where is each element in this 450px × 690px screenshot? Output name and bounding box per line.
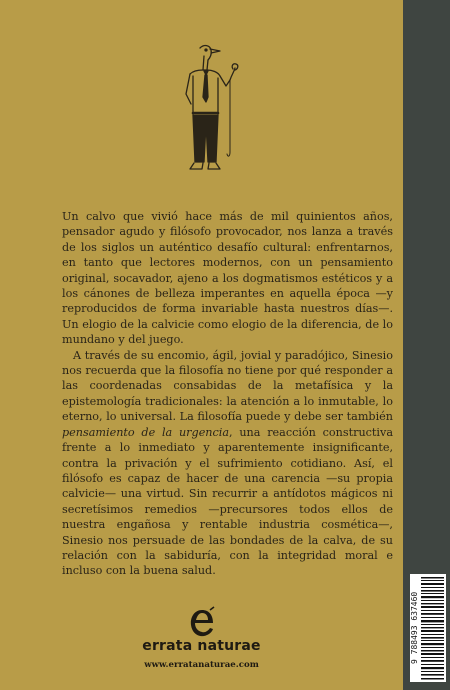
back-cover-blurb xyxy=(62,209,393,579)
bird-headed-man-illustration-icon xyxy=(160,42,250,190)
blurb-paragraph-2-part-2: , una reacción constructiva frente a lo inmediato y aparentemente insignificante, contra la privación y el sufrimiento cotidiano. Así, el filósofo es capaz de hacer de una carencia —su propia calvicie— una virtud. Sin recurrir a antídotos mágicos ni secretísimos remedios —precursores todos ellos de nuestra engañosa y rentable industria cosmética—, Sinesio nos persuade de las bondades de la calva, de su relación con la sabiduría, con la integridad moral e incluso con la buena salud. xyxy=(62,425,393,578)
blurb-paragraph-2-part-1: A través de su encomio, ágil, jovial y paradójico, Sinesio nos recuerda que la filosofía no tiene por qué responder a las coordenadas consabidas de la metafísica y la epistemología tradicionales: la atención a lo inmutable, lo eterno, lo universal. La filosofía puede y debe ser también xyxy=(62,348,393,424)
publisher-logo xyxy=(0,606,403,640)
blurb-paragraph-1: Un calvo que vivió hace más de mil quinientos años, pensador agudo y filósofo provocador, nos lanza a través de los siglos un auténtico desafío cultural: enfrentarnos, en tanto que lectores modernos, con un pensamiento original, socavador, ajeno a los dogmatismos estéticos y a los cánones de belleza imperantes en aquella época —y reproducidos de forma invariable hasta nuestros días—. Un elogio de la calvicie como elogio de la diferencia, de lo mundano y del juego. xyxy=(62,210,393,347)
blurb-paragraph-2 xyxy=(62,348,393,579)
isbn-barcode xyxy=(410,574,446,682)
barcode-bars-icon xyxy=(410,574,446,682)
publisher-name: errata naturae xyxy=(142,638,261,654)
publisher-e-logo-icon xyxy=(188,606,216,640)
isbn-digits: 9 788493 637460 xyxy=(410,591,419,665)
publisher-url: www.erratanaturae.com xyxy=(144,660,259,670)
blurb-emphasis: pensamiento de la urgencia xyxy=(62,425,230,439)
